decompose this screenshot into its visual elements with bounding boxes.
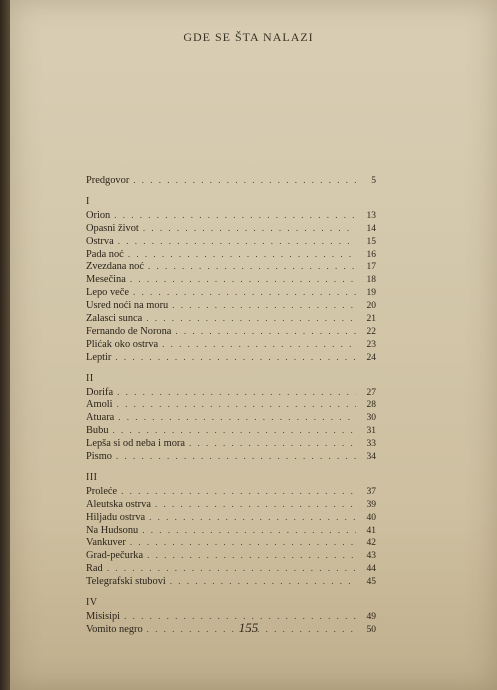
toc-entry-title: Amoli: [86, 399, 113, 411]
toc-entry: [86, 325, 376, 338]
toc-entry-page: 44: [366, 564, 376, 575]
dot-leader: [117, 386, 356, 399]
toc-entry-page: 37: [366, 486, 376, 497]
toc-entry-page: 5: [371, 176, 376, 186]
toc-entry-page: 17: [366, 262, 376, 273]
toc-entry: [86, 351, 376, 364]
toc-entry-title: Opasni život: [86, 222, 139, 234]
toc-entry: [86, 398, 376, 411]
book-spine-shadow: [0, 0, 10, 690]
toc-entry-title: Usred noći na moru: [86, 300, 169, 312]
toc-entry-page: 14: [366, 223, 376, 234]
toc-entry-title: Bubu: [86, 425, 109, 437]
toc-entry: [86, 562, 376, 575]
dot-leader: [113, 424, 356, 437]
toc-entry: [86, 536, 376, 549]
toc-entry-page: 50: [366, 624, 376, 635]
toc-entry-title: Pada noć: [86, 248, 124, 260]
toc-entry-page: 30: [366, 413, 376, 424]
toc-entry: [86, 260, 376, 273]
dot-leader: [189, 437, 356, 450]
toc-entry: [86, 222, 376, 235]
dot-leader: [175, 325, 356, 338]
toc-entry-page: 45: [366, 577, 376, 588]
toc-entry: [86, 437, 376, 450]
toc-entry-page: 20: [366, 301, 376, 312]
toc-entry-title: Lepša si od neba i mora: [86, 438, 185, 450]
dot-leader: [143, 222, 356, 235]
toc-entry-title: Rad: [86, 563, 103, 575]
dot-leader: [172, 299, 356, 312]
toc-entry: [86, 286, 376, 299]
toc-entry-page: 22: [366, 326, 376, 337]
toc-entry-title: Na Hudsonu: [86, 524, 139, 536]
toc-entry-title: Misisipi: [86, 611, 121, 623]
toc-entry: [86, 273, 376, 286]
toc-entry-page: 18: [366, 275, 376, 286]
toc-entry-title: Leptir: [86, 351, 112, 363]
toc-entry-preface: [86, 174, 376, 187]
dot-leader: [170, 575, 356, 588]
toc-entry-title: Pismo: [86, 451, 112, 463]
toc-entry-title: Zvezdana noć: [86, 261, 144, 273]
toc-entry-title: Aleutska ostrva: [86, 498, 151, 510]
section-heading: IV: [86, 597, 98, 609]
section-heading: III: [86, 471, 98, 483]
dot-leader: [148, 260, 356, 273]
dot-leader: [146, 312, 356, 325]
dot-leader: [114, 209, 356, 222]
toc-entry: [86, 424, 376, 437]
toc-entry-page: 40: [366, 512, 376, 523]
toc-entry-page: 15: [366, 236, 376, 247]
toc-entry-page: 42: [366, 538, 376, 549]
dot-leader: [117, 398, 356, 411]
toc-entry-title: Predgovor: [86, 175, 130, 186]
toc-entry: [86, 235, 376, 248]
toc-entry-page: 19: [366, 288, 376, 299]
toc-entry-page: 39: [366, 499, 376, 510]
toc-entry-title: Fernando de Norona: [86, 325, 172, 337]
dot-leader: [149, 511, 356, 524]
toc-entry-title: Telegrafski stubovi: [86, 576, 166, 588]
toc-entry-title: Orion: [86, 209, 111, 221]
toc-entry: [86, 299, 376, 312]
toc-entry-page: 24: [366, 352, 376, 363]
page-number: 155: [238, 620, 259, 635]
dot-leader: [155, 498, 356, 511]
toc-entry-title: Mesečina: [86, 274, 126, 286]
dot-leader: [130, 536, 356, 549]
toc-entry: [86, 411, 376, 424]
toc-entry-page: 33: [366, 439, 376, 450]
dot-leader: [115, 351, 356, 364]
dot-leader: [116, 450, 356, 463]
toc-entry-page: 49: [366, 612, 376, 623]
table-of-contents: [86, 174, 376, 636]
toc-entry: [86, 248, 376, 261]
dot-leader: [118, 411, 356, 424]
toc-entry-title: Ostrva: [86, 235, 114, 247]
toc-entry-title: Lepo veče: [86, 287, 129, 299]
toc-entry-title: Vomito negro: [86, 623, 143, 635]
toc-entry-page: 41: [366, 525, 376, 536]
toc-entry-title: Atuara: [86, 412, 115, 424]
toc-entry-page: 27: [366, 387, 376, 398]
toc-entry: [86, 386, 376, 399]
toc-entry: [86, 575, 376, 588]
dot-leader: [147, 549, 356, 562]
toc-entry: [86, 485, 376, 498]
section-heading: I: [86, 195, 90, 207]
section-heading: II: [86, 372, 94, 384]
toc-entry: [86, 498, 376, 511]
toc-entry-page: 43: [366, 551, 376, 562]
toc-entry-page: 31: [366, 426, 376, 437]
toc-entry-title: Grad-pečurka: [86, 550, 144, 562]
dot-leader: [121, 485, 356, 498]
toc-entry-page: 13: [366, 210, 376, 221]
dot-leader: [133, 286, 356, 299]
toc-entry-title: Vankuver: [86, 537, 126, 549]
toc-entry: [86, 312, 376, 325]
toc-entry-title: Plićak oko ostrva: [86, 338, 159, 350]
toc-entry-title: Proleće: [86, 485, 118, 497]
toc-entry-page: 23: [366, 339, 376, 350]
toc-entry: [86, 511, 376, 524]
toc-entry-page: 28: [366, 400, 376, 411]
dot-leader: [142, 524, 356, 537]
toc-entry-title: Dorifa: [86, 386, 114, 398]
dot-leader: [107, 562, 356, 575]
toc-entry: [86, 338, 376, 351]
page-title: GDE SE ŠTA NALAZI: [183, 30, 314, 44]
toc-entry-page: 34: [366, 452, 376, 463]
dot-leader: [162, 338, 356, 351]
dot-leader: [133, 174, 356, 187]
toc-entry: [86, 549, 376, 562]
dot-leader: [118, 235, 356, 248]
dot-leader: [128, 248, 356, 261]
toc-entry-page: 21: [366, 314, 376, 325]
toc-sections: [86, 194, 376, 636]
toc-entry-title: Zalasci sunca: [86, 313, 143, 325]
toc-entry-page: 16: [366, 249, 376, 260]
toc-entry: [86, 450, 376, 463]
dot-leader: [130, 273, 356, 286]
toc-entry: [86, 524, 376, 537]
toc-entry: [86, 209, 376, 222]
toc-entry-title: Hiljadu ostrva: [86, 511, 146, 523]
